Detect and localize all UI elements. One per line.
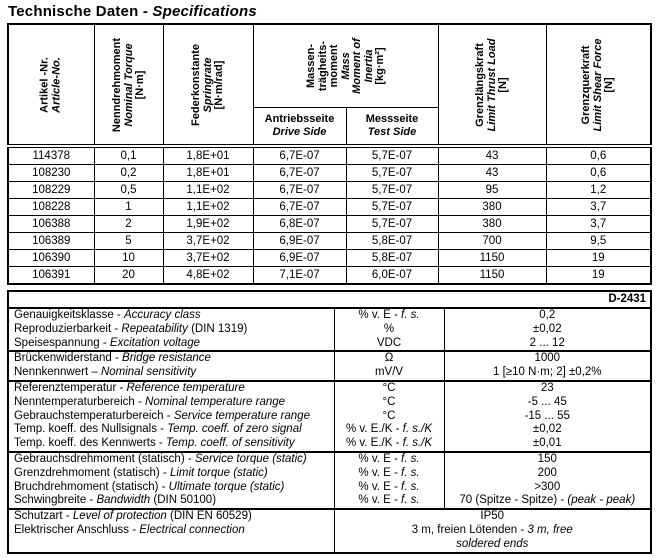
cell-springrate: 1,1E+02 (163, 182, 253, 199)
header-label-de: trägheits- (315, 40, 328, 92)
header-label-de: Grenzquerkraft (580, 45, 592, 124)
spec-value (444, 308, 651, 323)
spec-label-de: Gebrauchsdrehmoment (statisch) - (14, 452, 195, 465)
spec-label (8, 452, 334, 467)
spec-label (8, 381, 334, 396)
properties-table (7, 290, 652, 554)
spec-unit (334, 467, 444, 481)
spec-label-de: Gebrauchstemperaturbereich - (14, 409, 174, 422)
header-label-en: Inertia (361, 49, 374, 83)
header-label-de: moment (327, 44, 340, 88)
column-header-limit-thrust-load (438, 24, 546, 146)
value-text: 200 (537, 466, 557, 479)
spec-unit (334, 423, 444, 437)
unit-text: °C (382, 395, 396, 408)
spec-label (8, 437, 334, 452)
spec-label (8, 337, 334, 352)
spec-value (444, 481, 651, 495)
page-title-de: Technische Daten - (8, 3, 153, 20)
cell-article-no: 106391 (8, 267, 94, 285)
spec-label-de: Bruchdrehmoment (statisch) - (14, 480, 169, 493)
value-text-italic: (peak - peak) (567, 494, 636, 507)
subcolumn-header-test-side (346, 108, 438, 147)
cell-inertia-test: 6,0E-07 (346, 267, 438, 285)
spec-row (8, 337, 651, 352)
subheader-label-en: Drive Side (272, 126, 327, 138)
cell-nominal-torque: 1 (94, 199, 163, 216)
cell-thrust-load: 95 (438, 182, 546, 199)
spec-row (8, 452, 651, 467)
cell-thrust-load: 1150 (438, 267, 546, 285)
spec-label-suffix: (DIN EN 60529) (166, 510, 252, 523)
subcolumn-header-drive-side (253, 108, 346, 147)
cell-article-no: 106389 (8, 233, 94, 250)
value-text: 1 [≥10 N·m; 2] ±0,2% (493, 366, 602, 379)
cell-thrust-load: 1150 (438, 250, 546, 267)
spec-row (8, 396, 651, 410)
cell-inertia-test: 5,7E-07 (346, 146, 438, 165)
spec-label-de: Schwingbreite - (14, 494, 97, 507)
spec-value (444, 323, 651, 337)
header-label-en: Nominal Torque (121, 42, 134, 127)
spec-row (8, 323, 651, 337)
unit-text-italic: f. s. (401, 494, 420, 507)
value-text: 2 ... 12 (529, 336, 565, 349)
cell-nominal-torque: 2 (94, 216, 163, 233)
spec-label-en: Limit torque (static) (169, 466, 268, 479)
spec-row (8, 494, 651, 509)
spec-label (8, 323, 334, 337)
value-text: ±0,01 (532, 437, 562, 450)
value-text: 150 (537, 452, 557, 465)
value-text: ±0,02 (532, 322, 562, 335)
table-row (8, 216, 651, 233)
table-row (8, 250, 651, 267)
spec-label (8, 524, 334, 553)
unit-text: % v. E./K - (345, 437, 403, 450)
cell-article-no: 106388 (8, 216, 94, 233)
spec-label-de: Schutzart - (14, 510, 73, 523)
cell-thrust-load: 43 (438, 165, 546, 182)
spec-row (8, 467, 651, 481)
subheader-label-de: Antriebsseite (264, 113, 335, 125)
page-title-en: Specifications (152, 3, 257, 20)
header-label-de: Massen- (304, 43, 317, 89)
value-text: ±0,02 (532, 423, 562, 436)
value-text: 23 (540, 381, 554, 394)
table-row (8, 233, 651, 250)
cell-article-no: 108229 (8, 182, 94, 199)
header-label-en: Article-No. (50, 56, 63, 113)
spec-unit (334, 494, 444, 509)
spec-label (8, 481, 334, 495)
spec-label-en: Excitation voltage (109, 336, 201, 349)
cell-shear-force: 19 (546, 250, 651, 267)
spec-unit (334, 452, 444, 467)
cell-thrust-load: 380 (438, 199, 546, 216)
header-label-en: Moment of (350, 38, 363, 94)
spec-row-connection (8, 524, 651, 553)
cell-springrate: 4,8E+02 (163, 267, 253, 285)
value-text: 1000 (534, 352, 561, 365)
spec-label-en: Temp. coeff. of zero signal (167, 423, 302, 436)
spec-value (444, 494, 651, 509)
unit-text-italic: f. s. (401, 452, 420, 465)
cell-thrust-load: 380 (438, 216, 546, 233)
unit-text-italic: f. s. (401, 309, 420, 321)
spec-value (444, 423, 651, 437)
unit-text: % (383, 322, 395, 335)
page-title (8, 3, 657, 20)
unit-text: °C (382, 409, 396, 422)
cell-inertia-drive: 6,7E-07 (253, 146, 346, 165)
column-header-article-no (8, 24, 94, 146)
cell-article-no: 108228 (8, 199, 94, 216)
cell-inertia-test: 5,7E-07 (346, 216, 438, 233)
spec-unit (334, 437, 444, 452)
column-header-limit-shear-force (546, 24, 651, 146)
cell-inertia-test: 5,7E-07 (346, 199, 438, 216)
header-unit: [kg·m²] (373, 47, 386, 85)
header-unit: [N] (496, 76, 509, 93)
table-row (8, 267, 651, 285)
cell-inertia-test: 5,7E-07 (346, 165, 438, 182)
spec-value (444, 437, 651, 452)
spec-row-protection (8, 509, 651, 524)
unit-text: % v. E - (358, 466, 402, 479)
spec-label-de: Temp. koeff. des Nullsignals - (14, 423, 168, 436)
spec-value (444, 381, 651, 396)
spec-label-de: Elektrischer Anschluss - (14, 523, 140, 536)
cell-nominal-torque: 0,2 (94, 165, 163, 182)
unit-text: Ω (384, 352, 394, 365)
cell-springrate: 3,7E+02 (163, 250, 253, 267)
cell-inertia-drive: 6,9E-07 (253, 250, 346, 267)
value-text-italic: 3 m, free (527, 523, 573, 536)
column-header-springrate (163, 24, 253, 146)
header-label-de: Artikel -Nr. (38, 56, 51, 113)
cell-nominal-torque: 5 (94, 233, 163, 250)
cell-shear-force: 9,5 (546, 233, 651, 250)
cell-nominal-torque: 10 (94, 250, 163, 267)
spec-row (8, 366, 651, 381)
spec-value (444, 452, 651, 467)
header-label-en: Springrate (201, 57, 214, 113)
spec-value (444, 351, 651, 366)
unit-text-italic: f. s. (401, 466, 420, 479)
cell-springrate: 1,1E+02 (163, 199, 253, 216)
spec-label-en: Repeatability (121, 322, 188, 335)
cell-inertia-drive: 6,7E-07 (253, 199, 346, 216)
header-unit: [N·m/rad] (212, 60, 225, 109)
unit-text: mV/V (374, 366, 404, 379)
unit-text: % v. E - (358, 309, 402, 321)
spec-label-de: Genauigkeitsklasse - (14, 309, 124, 321)
value-text: 0,2 (539, 309, 556, 321)
spec-label-en: Service temperature range (173, 409, 310, 422)
header-label-de: Grenzlängskraft (473, 42, 486, 127)
spec-label-suffix: (DIN 1319) (187, 322, 248, 335)
spec-label-de: Grenzdrehmoment (statisch) - (14, 466, 170, 479)
cell-inertia-test: 5,8E-07 (346, 233, 438, 250)
subheader-label-de: Messseite (365, 113, 419, 125)
spec-label (8, 494, 334, 509)
spec-label-en: Reference temperature (126, 381, 245, 394)
column-header-mass-moment-of-inertia (253, 24, 438, 108)
header-unit: [N] (603, 76, 615, 93)
spec-row (8, 410, 651, 424)
spec-label-de: Referenztemperatur - (14, 381, 127, 394)
doc-code: D-2431 (8, 291, 651, 308)
spec-value (444, 396, 651, 410)
table-row (8, 146, 651, 165)
spec-label-en: Temp. coeff. of sensitivity (165, 437, 295, 450)
header-label-de: Nenndrehmoment (110, 37, 123, 132)
spec-label-en: Nominal temperature range (145, 395, 286, 408)
spec-row (8, 381, 651, 396)
spec-row (8, 351, 651, 366)
cell-inertia-drive: 6,7E-07 (253, 182, 346, 199)
spec-value (444, 410, 651, 424)
spec-label-de: Brückenwiderstand - (14, 352, 123, 365)
cell-thrust-load: 43 (438, 146, 546, 165)
cell-nominal-torque: 0,5 (94, 182, 163, 199)
spec-label (8, 396, 334, 410)
spec-row (8, 437, 651, 452)
cell-springrate: 3,7E+02 (163, 233, 253, 250)
cell-inertia-drive: 7,1E-07 (253, 267, 346, 285)
spec-label (8, 410, 334, 424)
spec-label-de: Nenntemperaturbereich - (14, 395, 146, 408)
header-unit: [N·m] (133, 70, 146, 99)
cell-article-no: 108230 (8, 165, 94, 182)
spec-label-de: Nennkennwert – (14, 366, 101, 379)
spec-label-suffix: (DIN 50100) (150, 494, 217, 507)
unit-text: % v. E - (358, 494, 402, 507)
spec-label-en: Accuracy class (123, 309, 201, 321)
cell-thrust-load: 700 (438, 233, 546, 250)
spec-label-en: Bridge resistance (122, 352, 211, 365)
unit-text: °C (382, 381, 396, 394)
unit-text-italic: f. s./K (402, 437, 433, 450)
value-text-italic: soldered ends (456, 537, 529, 550)
spec-value-merged (334, 509, 651, 524)
cell-shear-force: 3,7 (546, 216, 651, 233)
specs-table (7, 23, 652, 285)
header-label-de: Federkonstante (189, 43, 202, 126)
cell-shear-force: 19 (546, 267, 651, 285)
spec-label (8, 467, 334, 481)
spec-label-en: Nominal sensitivity (100, 366, 197, 379)
value-text: >300 (534, 480, 561, 493)
spec-label (8, 423, 334, 437)
unit-text-italic: f. s./K (402, 423, 433, 436)
unit-text: % v. E./K - (345, 423, 403, 436)
header-row-main (8, 24, 651, 108)
table-row (8, 165, 651, 182)
unit-text: VDC (376, 336, 402, 349)
column-header-nominal-torque (94, 24, 163, 146)
spec-label-de: Reproduzierbarkeit - (14, 322, 122, 335)
cell-inertia-drive: 6,7E-07 (253, 165, 346, 182)
spec-value (444, 467, 651, 481)
spec-value-merged (334, 524, 651, 553)
value-text: IP50 (480, 510, 505, 523)
unit-text: % v. E - (358, 480, 402, 493)
spec-value (444, 366, 651, 381)
header-label-en: Mass (338, 52, 351, 80)
cell-shear-force: 3,7 (546, 199, 651, 216)
spec-row (8, 481, 651, 495)
spec-label (8, 308, 334, 323)
spec-label (8, 366, 334, 381)
cell-article-no: 106390 (8, 250, 94, 267)
spec-unit (334, 308, 444, 323)
spec-unit (334, 481, 444, 495)
value-text: 3 m, freien Lötenden - (411, 523, 528, 536)
spec-value (444, 337, 651, 352)
spec-label-de: Speisespannung - (14, 336, 110, 349)
subheader-label-en: Test Side (367, 126, 417, 138)
spec-label (8, 351, 334, 366)
spec-unit (334, 366, 444, 381)
cell-shear-force: 1,2 (546, 182, 651, 199)
table-row (8, 182, 651, 199)
value-text: 70 (Spitze - Spitze) - (459, 494, 568, 507)
cell-springrate: 1,8E+01 (163, 165, 253, 182)
table-row (8, 199, 651, 216)
spec-unit (334, 396, 444, 410)
cell-inertia-test: 5,8E-07 (346, 250, 438, 267)
header-label-en: Limit Shear Force (591, 38, 604, 131)
cell-inertia-drive: 6,8E-07 (253, 216, 346, 233)
spec-unit (334, 337, 444, 352)
spec-unit (334, 323, 444, 337)
cell-nominal-torque: 20 (94, 267, 163, 285)
cell-shear-force: 0,6 (546, 165, 651, 182)
spec-unit (334, 351, 444, 366)
spec-row (8, 308, 651, 323)
value-text: -15 ... 55 (524, 409, 570, 422)
value-text: -5 ... 45 (527, 395, 567, 408)
spec-label (8, 509, 334, 524)
cell-springrate: 1,9E+02 (163, 216, 253, 233)
cell-inertia-test: 5,7E-07 (346, 182, 438, 199)
spec-label-en: Bandwidth (96, 494, 151, 507)
spec-label-de: Temp. koeff. des Kennwerts - (14, 437, 166, 450)
spec-label-en: Electrical connection (139, 523, 245, 536)
spec-label-en: Service torque (static) (194, 452, 307, 465)
spec-label-en: Ultimate torque (static) (168, 480, 285, 493)
spec-unit (334, 381, 444, 396)
spec-unit (334, 410, 444, 424)
cell-shear-force: 0,6 (546, 146, 651, 165)
cell-springrate: 1,8E+01 (163, 146, 253, 165)
spec-label-en: Level of protection (72, 510, 167, 523)
cell-nominal-torque: 0,1 (94, 146, 163, 165)
unit-text-italic: f. s. (401, 480, 420, 493)
cell-inertia-drive: 6,9E-07 (253, 233, 346, 250)
unit-text: % v. E - (358, 452, 402, 465)
spec-row (8, 423, 651, 437)
doc-code-row (8, 291, 651, 308)
header-label-en: Limit Thrust Load (485, 38, 498, 131)
cell-article-no: 114378 (8, 146, 94, 165)
